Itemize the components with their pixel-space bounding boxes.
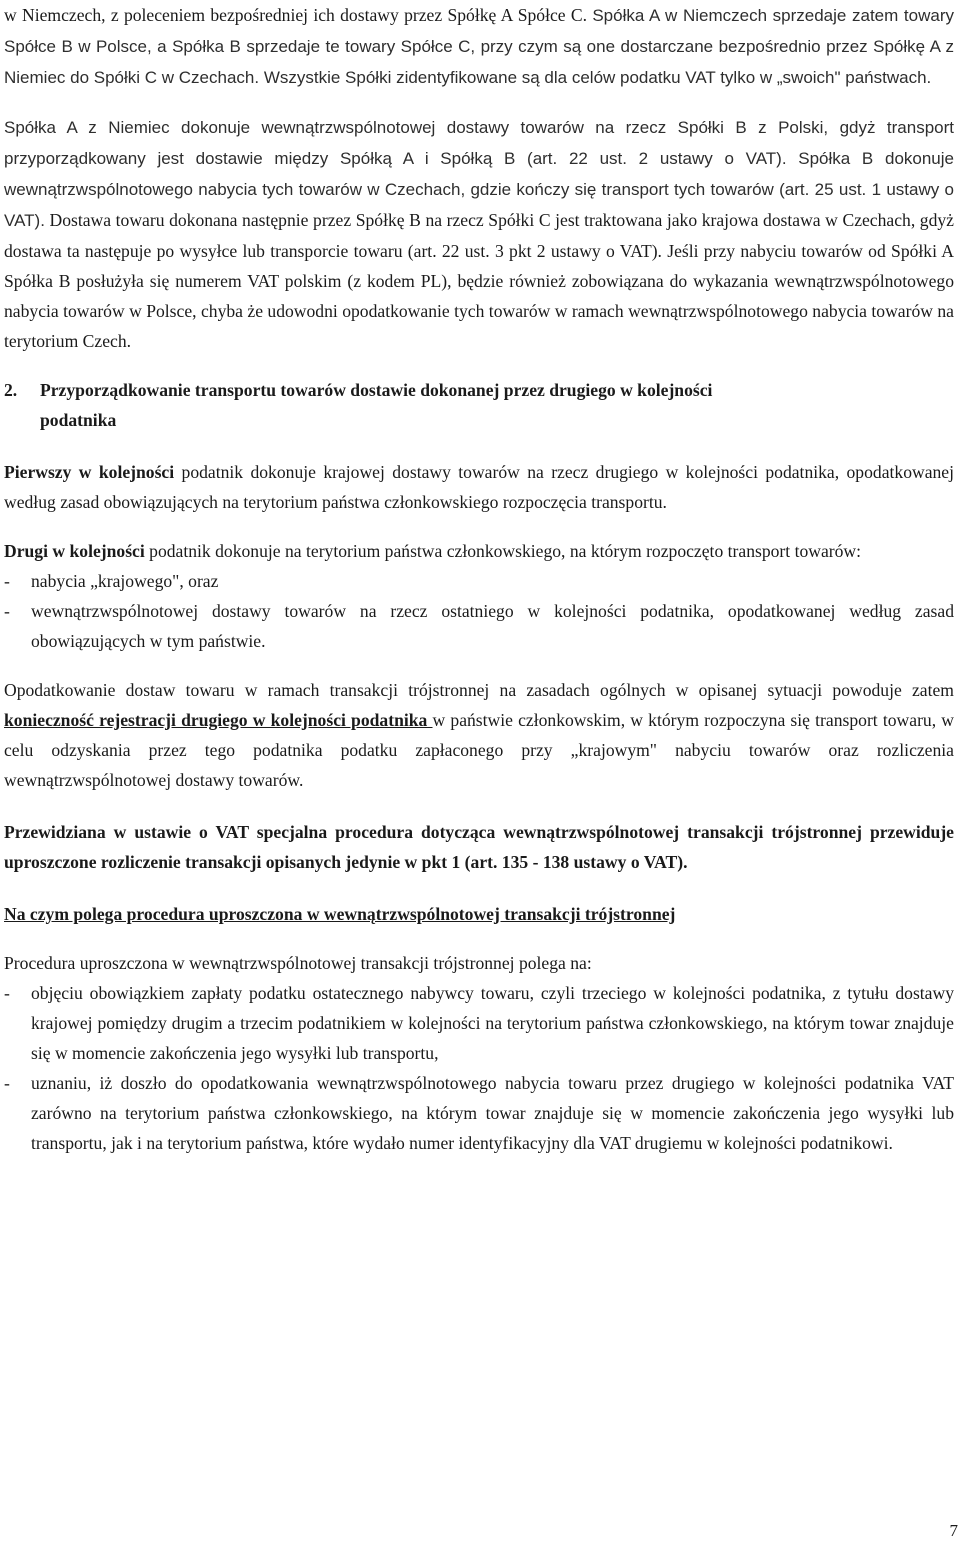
simplified-procedure-intro: Procedura uproszczona w wewnątrzwspólnotowej transakcji trójstronnej polega na: bbox=[4, 953, 592, 973]
intro-paragraph-1 bbox=[4, 0, 954, 93]
section-number: 2. bbox=[4, 380, 18, 400]
intro-p1-serif: w Niemczech, z poleceniem bezpośredniej ich dostawy przez Spółkę A Spółce C. bbox=[4, 5, 593, 25]
first-taxpayer-paragraph bbox=[4, 457, 954, 517]
second-taxpayer-list bbox=[4, 566, 954, 656]
first-taxpayer-text: podatnik dokonuje krajowej dostawy towarów na rzecz drugiego w kolejności podatnika, opodatkowanej według zasad obowiązujących na terytorium państwa członkowskiego rozpoczęcia transportu. bbox=[4, 462, 954, 512]
list-item-text: nabycia „krajowego", oraz bbox=[31, 571, 219, 591]
dash-marker: - bbox=[4, 601, 10, 621]
procedure-note: Przewidziana w ustawie o VAT specjalna procedura dotycząca wewnątrzwspólnotowej transakcji trójstronnej przewiduje uproszczone rozliczenie transakcji opisanych jedynie w pkt 1 (art. 135 - 138 ustawy o VAT). bbox=[4, 822, 954, 872]
section-title-line-2: podatnika bbox=[40, 410, 117, 430]
second-taxpayer-block bbox=[4, 536, 954, 656]
simplified-procedure-block bbox=[4, 948, 954, 1158]
taxation-before: Opodatkowanie dostaw towaru w ramach transakcji trójstronnej na zasadach ogólnych w opisanej sytuacji powoduje zatem bbox=[4, 680, 954, 700]
taxation-paragraph bbox=[4, 675, 954, 795]
list-item-text: objęciu obowiązkiem zapłaty podatku ostatecznego nabywcy towaru, czyli trzeciego w kolejności podatnika, z tytułu dostawy krajowej pomiędzy drugim a trzecim podatnikiem w kolejności na terytorium państwa członkowskiego, na którym towar znajduje się w momencie zakończenia jego wysyłki lub transportu, bbox=[31, 983, 954, 1063]
intro-p2-serif: Dostawa towaru dokonana następnie przez Spółkę B na rzecz Spółki C jest traktowana jako krajowa dostawa w Czechach, gdyż dostawa ta następuje po wysyłce lub transporcie towaru (art. 22 ust. 3 pkt 2 ustawy o VAT). Jeśli przy nabyciu towarów od Spółki A Spółka B posłużyła się numerem VAT polskim (z kodem PL), będzie również zobowiązana do wykazania wewnątrzwspólnotowego nabycia towarów w Polsce, chyba że udowodni opodatkowanie tych towarów w ramach wewnątrzwspólnotowego nabycia towarów na terytorium Czech. bbox=[4, 210, 954, 351]
intro-paragraph-2 bbox=[4, 112, 954, 356]
second-taxpayer-paragraph bbox=[4, 536, 954, 566]
intro-p2-sans: Spółka A z Niemiec dokonuje wewnątrzwspólnotowej dostawy towarów na rzecz Spółki B z Polski, gdyż transport przyporządkowany jest dostawie między Spółką A i Spółką B (art. 22 ust. 2 ustawy o VAT). Spółka B dokonuje wewnątrzwspólnotowego nabycia tych towarów w Czechach, gdzie kończy się transport tych towarów (art. 25 ust. 1 ustawy o VAT). bbox=[4, 118, 954, 230]
first-taxpayer-label: Pierwszy w kolejności bbox=[4, 462, 175, 482]
dash-marker: - bbox=[4, 571, 10, 591]
list-item bbox=[4, 978, 954, 1068]
section-2-heading-line-1 bbox=[4, 375, 954, 405]
dash-marker: - bbox=[4, 1073, 10, 1093]
intro-p1-sans: Spółka A w Niemczech sprzedaje zatem towary Spółce B w Polsce, a Spółka B sprzedaje te towary Spółce C, przy czym są one dostarczane bezpośrednio przez Spółkę A z Niemiec do Spółki C w Czechach. Wszystkie Spółki zidentyfikowane są dla celów podatku VAT tylko w „swoich" państwach. bbox=[4, 6, 954, 87]
second-taxpayer-text: podatnik dokonuje na terytorium państwa członkowskiego, na którym rozpoczęto transport towarów: bbox=[144, 541, 862, 561]
second-taxpayer-label: Drugi w kolejności bbox=[4, 541, 145, 561]
document-page bbox=[4, 0, 954, 1158]
page-number: 7 bbox=[949, 1521, 958, 1540]
list-item bbox=[4, 596, 954, 656]
registration-requirement: konieczność rejestracji drugiego w kolejności podatnika bbox=[4, 710, 433, 730]
list-item-text: uznaniu, iż doszło do opodatkowania wewnątrzwspólnotowego nabycia towaru przez drugiego w kolejności podatnika VAT zarówno na terytorium państwa członkowskiego, na którym towar znajduje się w momencie zakończenia jego wysyłki lub transportu, jak i na terytorium państwa, które wydało numer identyfikacyjny dla VAT drugiemu w kolejności podatnikowi. bbox=[31, 1073, 954, 1153]
list-item bbox=[4, 566, 954, 596]
section-title-line-1: Przyporządkowanie transportu towarów dostawie dokonanej przez drugiego w kolejności bbox=[40, 380, 713, 400]
simplified-procedure-list bbox=[4, 978, 954, 1158]
list-item bbox=[4, 1068, 954, 1158]
section-2-heading bbox=[4, 375, 954, 435]
list-item-text: wewnątrzwspólnotowej dostawy towarów na rzecz ostatniego w kolejności podatnika, opodatkowanej według zasad obowiązujących w tym państwie. bbox=[31, 601, 954, 651]
simplified-procedure-heading: Na czym polega procedura uproszczona w wewnątrzwspólnotowej transakcji trójstronnej bbox=[4, 904, 676, 924]
dash-marker: - bbox=[4, 983, 10, 1003]
taxation-after: w państwie członkowskim, w którym rozpoczyna się transport towaru, w celu odzyskania przez tego podatnika podatku zapłaconego przy „krajowym" nabyciu towarów oraz rozliczenia wewnątrzwspólnotowej dostawy towarów. bbox=[4, 710, 954, 790]
